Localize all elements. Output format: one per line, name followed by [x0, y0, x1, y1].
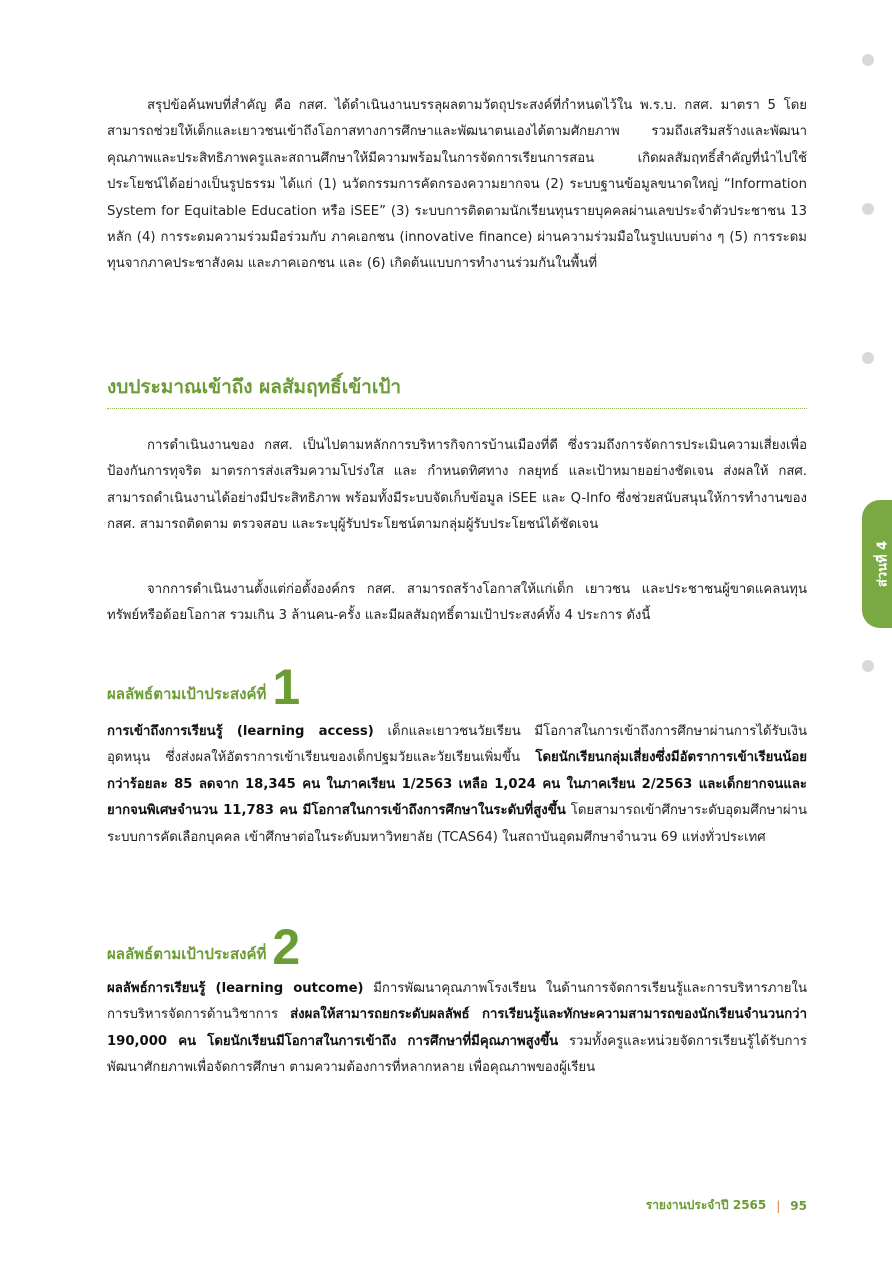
page-footer	[646, 1196, 807, 1215]
goal-1-heading	[107, 659, 301, 715]
goal-2-text-2: รวมทั้งครูและหน่วยจัดการเรียนรู้ได้รับการพัฒนาศักยภาพเพื่อจัดการศึกษา ตามความต้องการที่หลากหลาย เพื่อคุณภาพของผู้เรียน	[107, 1033, 807, 1076]
goal-2-number: 2	[272, 919, 301, 975]
section-paragraph-2: จากการดำเนินงานตั้งแต่ก่อตั้งองค์กร กสศ. สามารถสร้างโอกาสให้แก่เด็ก เยาวชน และประชาชนผู้ขาดแคลนทุนทรัพย์หรือด้อยโอกาส รวมเกิน 3 ล้านคน-ครั้ง และมีผลสัมฤทธิ์ตามเป้าประสงค์ทั้ง 4 ประการ ดังนี้	[107, 582, 807, 624]
goal-1-text-1: เด็กและเยาวชนวัยเรียน มีโอกาสในการเข้าถึงการศึกษาผ่านการได้รับเงินอุดหนุน ซึ่งส่งผลให้อัตราการเข้าเรียนของเด็กปฐมวัยและวัยเรียนเพิ่มขึ้น	[107, 724, 808, 766]
section-side-tab-label: ส่วนที่ 4	[875, 540, 891, 588]
goal-2-paragraph	[107, 976, 807, 1082]
section-heading: งบประมาณเข้าถึง ผลสัมฤทธิ์เข้าเป้า	[107, 372, 807, 409]
section-paragraph-1: การดำเนินงานของ กสศ. เป็นไปตามหลักการบริหารกิจการบ้านเมืองที่ดี ซึ่งรวมถึงการจัดการประเมินความเสี่ยงเพื่อป้องกันการทุจริต มาตรการส่งเสริมความโปร่งใส และ กำหนดทิศทาง กลยุทธ์ และเป้าหมายอย่างชัดเจน ส่งผลให้ กสศ. สามารถดำเนินงานได้อย่างมีประสิทธิภาพ พร้อมทั้งมีระบบจัดเก็บข้อมูล iSEE และ Q-Info ซึ่งช่วยสนับสนุนให้การทำงานของ กสศ. สามารถติดตาม ตรวจสอบ และระบุผู้รับประโยชน์ตามกลุ่มผู้รับประโยชน์ได้ชัดเจน	[107, 438, 807, 533]
decorative-dot	[862, 352, 874, 364]
goal-2-label: ผลลัพธ์ตามเป้าประสงค์ที่	[107, 945, 267, 963]
goal-1-title: การเข้าถึงการเรียนรู้ (learning access)	[107, 724, 374, 739]
goal-1-label: ผลลัพธ์ตามเป้าประสงค์ที่	[107, 685, 267, 703]
goal-2-bold-text: ส่งผลให้สามารถยกระดับผลลัพธ์ การเรียนรู้และทักษะความสามารถของนักเรียนจำนวนกว่า 190,000 คน โดยนักเรียนมีโอกาสในการเข้าถึง การศึกษาที่มีคุณภาพสูงขึ้น	[107, 1007, 807, 1049]
decorative-dot	[862, 54, 874, 66]
decorative-dot	[862, 660, 874, 672]
footer-separator: |	[776, 1198, 781, 1213]
goal-1-number: 1	[272, 659, 301, 715]
intro-paragraph: สรุปข้อค้นพบที่สำคัญ คือ กสศ. ได้ดำเนินงานบรรลุผลตามวัตถุประสงค์ที่กำหนดไว้ใน พ.ร.บ. กสศ. มาตรา 5 โดยสามารถช่วยให้เด็กและเยาวชนเข้าถึงโอกาสทางการศึกษาและพัฒนาตนเองได้ตามศักยภาพ รวมถึงเสริมสร้างและพัฒนาคุณภาพและประสิทธิภาพครูและสถานศึกษาให้มีความพร้อมในการจัดการเรียนการสอน เกิดผลสัมฤทธิ์สำคัญที่นำไปใช้ประโยชน์ได้อย่างเป็นรูปธรรม ได้แก่ (1) นวัตกรรมการคัดกรองความยากจน (2) ระบบฐานข้อมูลขนาดใหญ่ “Information System for Equitable Education หรือ iSEE” (3) ระบบการติดตามนักเรียนทุนรายบุคคลผ่านเลขประจำตัวประชาชน 13 หลัก (4) การระดมความร่วมมือร่วมกับ ภาคเอกชน (innovative finance) ผ่านความร่วมมือในรูปแบบต่าง ๆ (5) การระดมทุนจากภาคประชาสังคม และภาคเอกชน และ (6) เกิดต้นแบบการทำงานร่วมกันในพื้นที่	[107, 98, 807, 272]
goal-1-paragraph	[107, 719, 807, 851]
section-side-tab	[862, 500, 892, 628]
footer-page-number: 95	[790, 1198, 807, 1213]
footer-report-label: รายงานประจำปี 2565	[645, 1198, 767, 1212]
goal-2-heading	[107, 919, 301, 975]
goal-2-title: ผลลัพธ์การเรียนรู้ (learning outcome)	[107, 981, 364, 996]
goal-2-text-1: มีการพัฒนาคุณภาพโรงเรียน ในด้านการจัดการเรียนรู้และการบริหารภายใน การบริหารจัดการด้านวิชาการ	[107, 981, 807, 1023]
decorative-dot	[862, 203, 874, 215]
goal-1-text-2: โดยสามารถเข้าศึกษาระดับอุดมศึกษาผ่านระบบการคัดเลือกบุคคล เข้าศึกษาต่อในระดับมหาวิทยาลัย (TCAS64) ในสถาบันอุดมศึกษาจำนวน 69 แห่งทั่วประเทศ	[107, 803, 807, 845]
goal-1-bold-text: โดยนักเรียนกลุ่มเสี่ยงซึ่งมีอัตราการเข้าเรียนน้อยกว่าร้อยละ 85 ลดจาก 18,345 คน ในภาคเรียน 1/2563 เหลือ 1,024 คน ในภาคเรียน 2/2563 และเด็กยากจนและยากจนพิเศษจำนวน 11,783 คน มีโอกาสในการเข้าถึงการศึกษาในระดับที่สูงขึ้น	[107, 750, 807, 819]
